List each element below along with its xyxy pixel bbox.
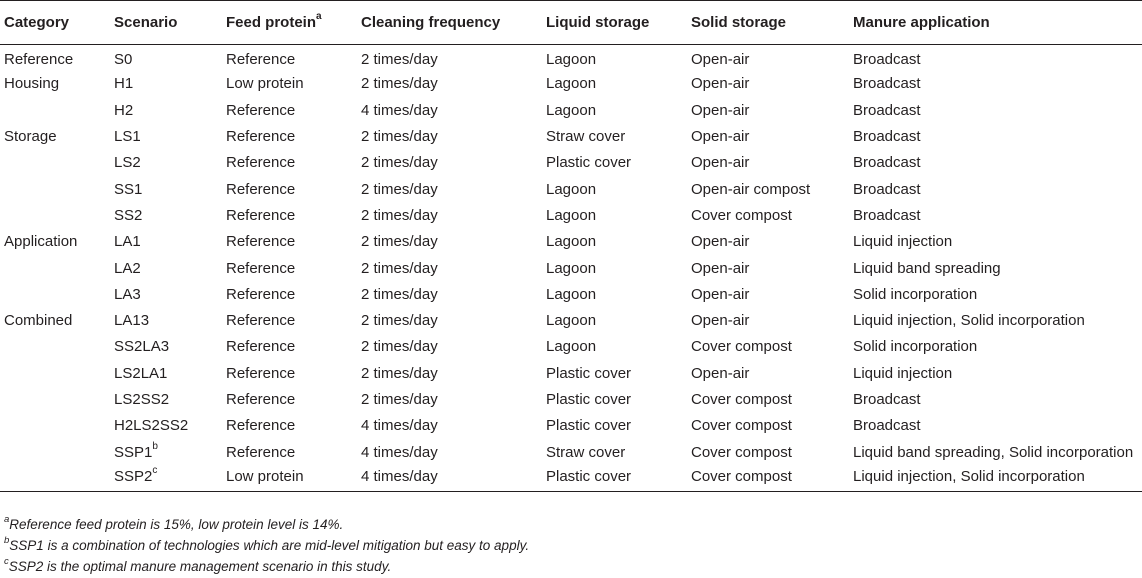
cell-solid-storage-text: Cover compost [691,338,792,356]
cell-liquid-storage [542,123,687,149]
cell-scenario-text: LA3 [114,285,141,303]
cell-manure-application-text: Broadcast [853,101,921,119]
cell-scenario-text: SSP1 [114,443,153,461]
cell-cleaning-frequency-text: 2 times/day [361,154,438,172]
cell-category [0,334,110,360]
cell-cleaning-frequency [357,202,542,228]
cell-liquid-storage-text: Lagoon [546,51,597,69]
cell-manure-application [849,45,1142,71]
cell-manure-application [849,386,1142,412]
cell-liquid-storage [542,97,687,123]
cell-scenario-text: LS2 [114,154,141,172]
cell-feed-protein [222,71,357,97]
cell-manure-application [849,413,1142,439]
cell-feed-protein [222,439,357,465]
cell-category [0,202,110,228]
cell-liquid-storage [542,176,687,202]
cell-scenario [110,465,222,491]
cell-category [0,71,110,97]
cell-cleaning-frequency [357,334,542,360]
cell-solid-storage [687,71,849,97]
cell-scenario [110,255,222,281]
cell-feed-protein-text: Reference [226,128,296,146]
cell-feed-protein-text: Reference [226,338,296,356]
cell-manure-application [849,334,1142,360]
cell-scenario [110,202,222,228]
cell-manure-application [849,202,1142,228]
cell-liquid-storage [542,360,687,386]
cell-liquid-storage-text: Straw cover [546,128,626,146]
cell-manure-application-text: Broadcast [853,128,921,146]
cell-solid-storage-text: Open-air [691,101,750,119]
cell-cleaning-frequency [357,413,542,439]
table-row [0,229,1142,255]
cell-cleaning-frequency [357,439,542,465]
cell-solid-storage [687,123,849,149]
cell-liquid-storage-text: Straw cover [546,443,626,461]
cell-cleaning-frequency [357,360,542,386]
cell-solid-storage [687,45,849,71]
cell-scenario-text: LS2LA1 [114,364,168,382]
cell-category [0,123,110,149]
cell-liquid-storage [542,413,687,439]
cell-manure-application-text: Broadcast [853,51,921,69]
cell-feed-protein [222,386,357,412]
cell-solid-storage [687,307,849,333]
footnote-mark: c [152,464,158,476]
footnote-c-text: SSP2 is the optimal manure management scenario in this study. [8,559,392,574]
cell-category-text: Combined [4,312,73,330]
cell-liquid-storage [542,255,687,281]
cell-feed-protein [222,360,357,386]
cell-category [0,439,110,465]
cell-liquid-storage-text: Plastic cover [546,154,632,172]
cell-manure-application-text: Solid incorporation [853,338,978,356]
cell-liquid-storage [542,202,687,228]
cell-feed-protein-text: Reference [226,180,296,198]
cell-scenario-text: LA1 [114,233,141,251]
footnote-mark: b [152,440,158,452]
cell-cleaning-frequency [357,123,542,149]
cell-cleaning-frequency [357,281,542,307]
cell-liquid-storage [542,71,687,97]
footnote-a [4,514,529,535]
table-header [0,1,1142,45]
cell-manure-application-text: Liquid injection [853,364,953,382]
cell-feed-protein-text: Reference [226,51,296,69]
cell-liquid-storage-text: Lagoon [546,285,597,303]
cell-scenario [110,229,222,255]
cell-liquid-storage [542,386,687,412]
cell-liquid-storage-text: Lagoon [546,206,597,224]
table-row [0,360,1142,386]
footnote-a-mark: a [4,513,10,525]
cell-feed-protein-text: Reference [226,259,296,277]
cell-solid-storage-text: Cover compost [691,206,792,224]
cell-solid-storage [687,439,849,465]
cell-scenario [110,360,222,386]
cell-cleaning-frequency-text: 2 times/day [361,391,438,408]
cell-liquid-storage-text: Lagoon [546,180,597,198]
table-row [0,45,1142,71]
cell-feed-protein-text: Reference [226,154,296,172]
cell-scenario-text: SSP2 [114,467,153,485]
cell-solid-storage [687,465,849,491]
cell-cleaning-frequency-text: 2 times/day [361,206,438,224]
cell-cleaning-frequency-text: 2 times/day [361,233,438,251]
table-row [0,307,1142,333]
cell-scenario-text: H2 [114,101,134,119]
cell-feed-protein-text: Reference [226,312,296,330]
cell-liquid-storage [542,465,687,491]
table-row [0,386,1142,412]
cell-manure-application [849,176,1142,202]
table-row [0,439,1142,465]
cell-cleaning-frequency-text: 2 times/day [361,364,438,382]
cell-feed-protein [222,307,357,333]
cell-liquid-storage-text: Lagoon [546,312,597,330]
cell-manure-application-text: Broadcast [853,154,921,172]
cell-feed-protein [222,150,357,176]
cell-feed-protein [222,255,357,281]
cell-scenario [110,439,222,465]
cell-solid-storage-text: Open-air [691,259,750,277]
cell-scenario-text: S0 [114,51,133,69]
table-row [0,150,1142,176]
cell-solid-storage-text: Open-air [691,312,750,330]
cell-cleaning-frequency [357,176,542,202]
cell-category [0,386,110,412]
cell-feed-protein-text: Reference [226,206,296,224]
cell-solid-storage-text: Open-air compost [691,180,811,198]
cell-liquid-storage-text: Lagoon [546,338,597,356]
cell-solid-storage [687,413,849,439]
cell-category [0,45,110,71]
footnote-mark-a: a [316,11,322,22]
cell-solid-storage-text: Cover compost [691,417,792,435]
cell-liquid-storage [542,229,687,255]
cell-cleaning-frequency [357,45,542,71]
cell-solid-storage [687,255,849,281]
cell-feed-protein [222,229,357,255]
cell-feed-protein-text: Reference [226,233,296,251]
cell-manure-application [849,439,1142,465]
cell-scenario [110,97,222,123]
cell-cleaning-frequency [357,97,542,123]
cell-category [0,465,110,491]
cell-cleaning-frequency-text: 4 times/day [361,417,438,435]
cell-solid-storage-text: Open-air [691,364,750,382]
cell-manure-application-text: Broadcast [853,180,921,198]
cell-category [0,150,110,176]
cell-category [0,413,110,439]
cell-feed-protein [222,465,357,491]
cell-cleaning-frequency-text: 2 times/day [361,259,438,277]
cell-manure-application-text: Broadcast [853,391,921,408]
cell-manure-application-text: Solid incorporation [853,285,978,303]
cell-scenario-text: H2LS2SS2 [114,417,189,435]
cell-solid-storage-text: Open-air [691,75,750,93]
header-manure-application: Manure application [849,1,1142,45]
cell-feed-protein [222,123,357,149]
cell-cleaning-frequency [357,307,542,333]
cell-category [0,360,110,386]
table-row [0,97,1142,123]
header-scenario: Scenario [110,1,222,45]
footnote-b [4,535,529,556]
cell-feed-protein [222,413,357,439]
cell-solid-storage-text: Open-air [691,51,750,69]
header-solid-storage: Solid storage [687,1,849,45]
cell-manure-application [849,255,1142,281]
cell-manure-application-text: Liquid injection, Solid incorporation [853,312,1085,330]
cell-liquid-storage [542,307,687,333]
cell-manure-application-text: Broadcast [853,417,921,435]
cell-solid-storage-text: Open-air [691,233,750,251]
cell-scenario [110,307,222,333]
cell-category [0,176,110,202]
cell-solid-storage [687,386,849,412]
cell-solid-storage-text: Cover compost [691,443,792,461]
cell-manure-application [849,465,1142,491]
cell-feed-protein-text: Low protein [226,75,304,93]
cell-scenario [110,334,222,360]
cell-liquid-storage-text: Lagoon [546,259,597,277]
cell-solid-storage-text: Cover compost [691,467,792,485]
table-row [0,413,1142,439]
cell-manure-application [849,71,1142,97]
cell-scenario [110,150,222,176]
cell-category [0,229,110,255]
cell-manure-application-text: Liquid band spreading [853,259,1001,277]
cell-feed-protein [222,202,357,228]
cell-scenario [110,123,222,149]
cell-liquid-storage [542,150,687,176]
table-row [0,281,1142,307]
cell-cleaning-frequency [357,150,542,176]
cell-manure-application-text: Liquid injection, Solid incorporation [853,467,1085,485]
cell-scenario [110,413,222,439]
cell-manure-application [849,150,1142,176]
cell-solid-storage [687,334,849,360]
cell-cleaning-frequency [357,386,542,412]
cell-feed-protein-text: Reference [226,443,296,461]
cell-scenario [110,281,222,307]
cell-category-text: Reference [4,51,74,69]
cell-cleaning-frequency-text: 4 times/day [361,443,438,461]
cell-cleaning-frequency-text: 4 times/day [361,101,438,119]
header-feed-protein [222,1,357,45]
cell-scenario-text: LS1 [114,128,141,146]
cell-feed-protein-text: Reference [226,101,296,119]
cell-liquid-storage [542,439,687,465]
cell-liquid-storage [542,45,687,71]
cell-manure-application [849,307,1142,333]
cell-solid-storage [687,202,849,228]
table-row [0,334,1142,360]
header-feed-protein-label: Feed protein [226,14,317,31]
cell-solid-storage [687,360,849,386]
cell-scenario-text: SS1 [114,180,143,198]
cell-liquid-storage [542,281,687,307]
cell-category [0,307,110,333]
table-row [0,202,1142,228]
cell-scenario [110,45,222,71]
cell-cleaning-frequency [357,71,542,97]
cell-feed-protein [222,334,357,360]
cell-scenario-text: LA13 [114,312,150,330]
cell-cleaning-frequency [357,229,542,255]
cell-feed-protein-text: Reference [226,364,296,382]
cell-scenario [110,71,222,97]
cell-cleaning-frequency [357,465,542,491]
header-row [0,1,1142,45]
cell-manure-application [849,97,1142,123]
footnote-a-text: Reference feed protein is 15%, low protein level is 14%. [9,517,344,532]
footnote-c [4,556,529,577]
header-cleaning-frequency: Cleaning frequency [357,1,542,45]
cell-cleaning-frequency-text: 2 times/day [361,180,438,198]
table-row [0,123,1142,149]
footnotes [4,514,529,577]
table-body [0,45,1142,492]
cell-manure-application [849,281,1142,307]
cell-solid-storage [687,150,849,176]
cell-solid-storage-text: Cover compost [691,391,792,408]
cell-manure-application-text: Liquid band spreading, Solid incorporation [853,443,1134,461]
cell-liquid-storage-text: Plastic cover [546,467,632,485]
cell-cleaning-frequency-text: 2 times/day [361,338,438,356]
cell-manure-application-text: Broadcast [853,206,921,224]
cell-category [0,281,110,307]
cell-cleaning-frequency-text: 2 times/day [361,285,438,303]
cell-liquid-storage-text: Lagoon [546,101,597,119]
footnote-b-mark: b [4,534,10,546]
cell-solid-storage [687,229,849,255]
cell-manure-application [849,123,1142,149]
header-category: Category [0,1,110,45]
cell-liquid-storage-text: Plastic cover [546,391,632,408]
cell-scenario-text: LA2 [114,259,141,277]
cell-feed-protein [222,176,357,202]
table-row [0,465,1142,491]
cell-scenario-text: H1 [114,75,134,93]
cell-category [0,255,110,281]
cell-feed-protein-text: Reference [226,285,296,303]
cell-cleaning-frequency-text: 2 times/day [361,312,438,330]
cell-scenario-text: LS2SS2 [114,391,170,408]
cell-manure-application-text: Liquid injection [853,233,953,251]
cell-category-text: Storage [4,128,57,146]
cell-cleaning-frequency-text: 4 times/day [361,467,438,485]
cell-scenario-text: SS2 [114,206,143,224]
cell-feed-protein-text: Low protein [226,467,304,485]
cell-feed-protein-text: Reference [226,391,296,408]
cell-solid-storage-text: Open-air [691,154,750,172]
table-row [0,71,1142,97]
cell-scenario [110,386,222,412]
cell-liquid-storage-text: Lagoon [546,233,597,251]
cell-liquid-storage [542,334,687,360]
cell-scenario-text: SS2LA3 [114,338,170,356]
table-row [0,176,1142,202]
footnote-c-mark: c [4,555,9,567]
cell-cleaning-frequency-text: 2 times/day [361,75,438,93]
cell-cleaning-frequency-text: 2 times/day [361,128,438,146]
cell-feed-protein [222,281,357,307]
cell-liquid-storage-text: Lagoon [546,75,597,93]
cell-category-text: Housing [4,75,60,93]
table-row [0,255,1142,281]
cell-manure-application [849,229,1142,255]
cell-manure-application [849,360,1142,386]
cell-scenario [110,176,222,202]
cell-solid-storage-text: Open-air [691,128,750,146]
cell-feed-protein [222,45,357,71]
cell-feed-protein-text: Reference [226,417,296,435]
footnote-b-text: SSP1 is a combination of technologies which are mid-level mitigation but easy to apply. [9,538,530,553]
cell-solid-storage [687,97,849,123]
header-liquid-storage: Liquid storage [542,1,687,45]
cell-category-text: Application [4,233,78,251]
cell-cleaning-frequency-text: 2 times/day [361,51,438,69]
cell-manure-application-text: Broadcast [853,75,921,93]
cell-feed-protein [222,97,357,123]
cell-solid-storage-text: Open-air [691,285,750,303]
cell-liquid-storage-text: Plastic cover [546,417,632,435]
cell-category [0,97,110,123]
cell-cleaning-frequency [357,255,542,281]
cell-liquid-storage-text: Plastic cover [546,364,632,382]
cell-solid-storage [687,176,849,202]
cell-solid-storage [687,281,849,307]
